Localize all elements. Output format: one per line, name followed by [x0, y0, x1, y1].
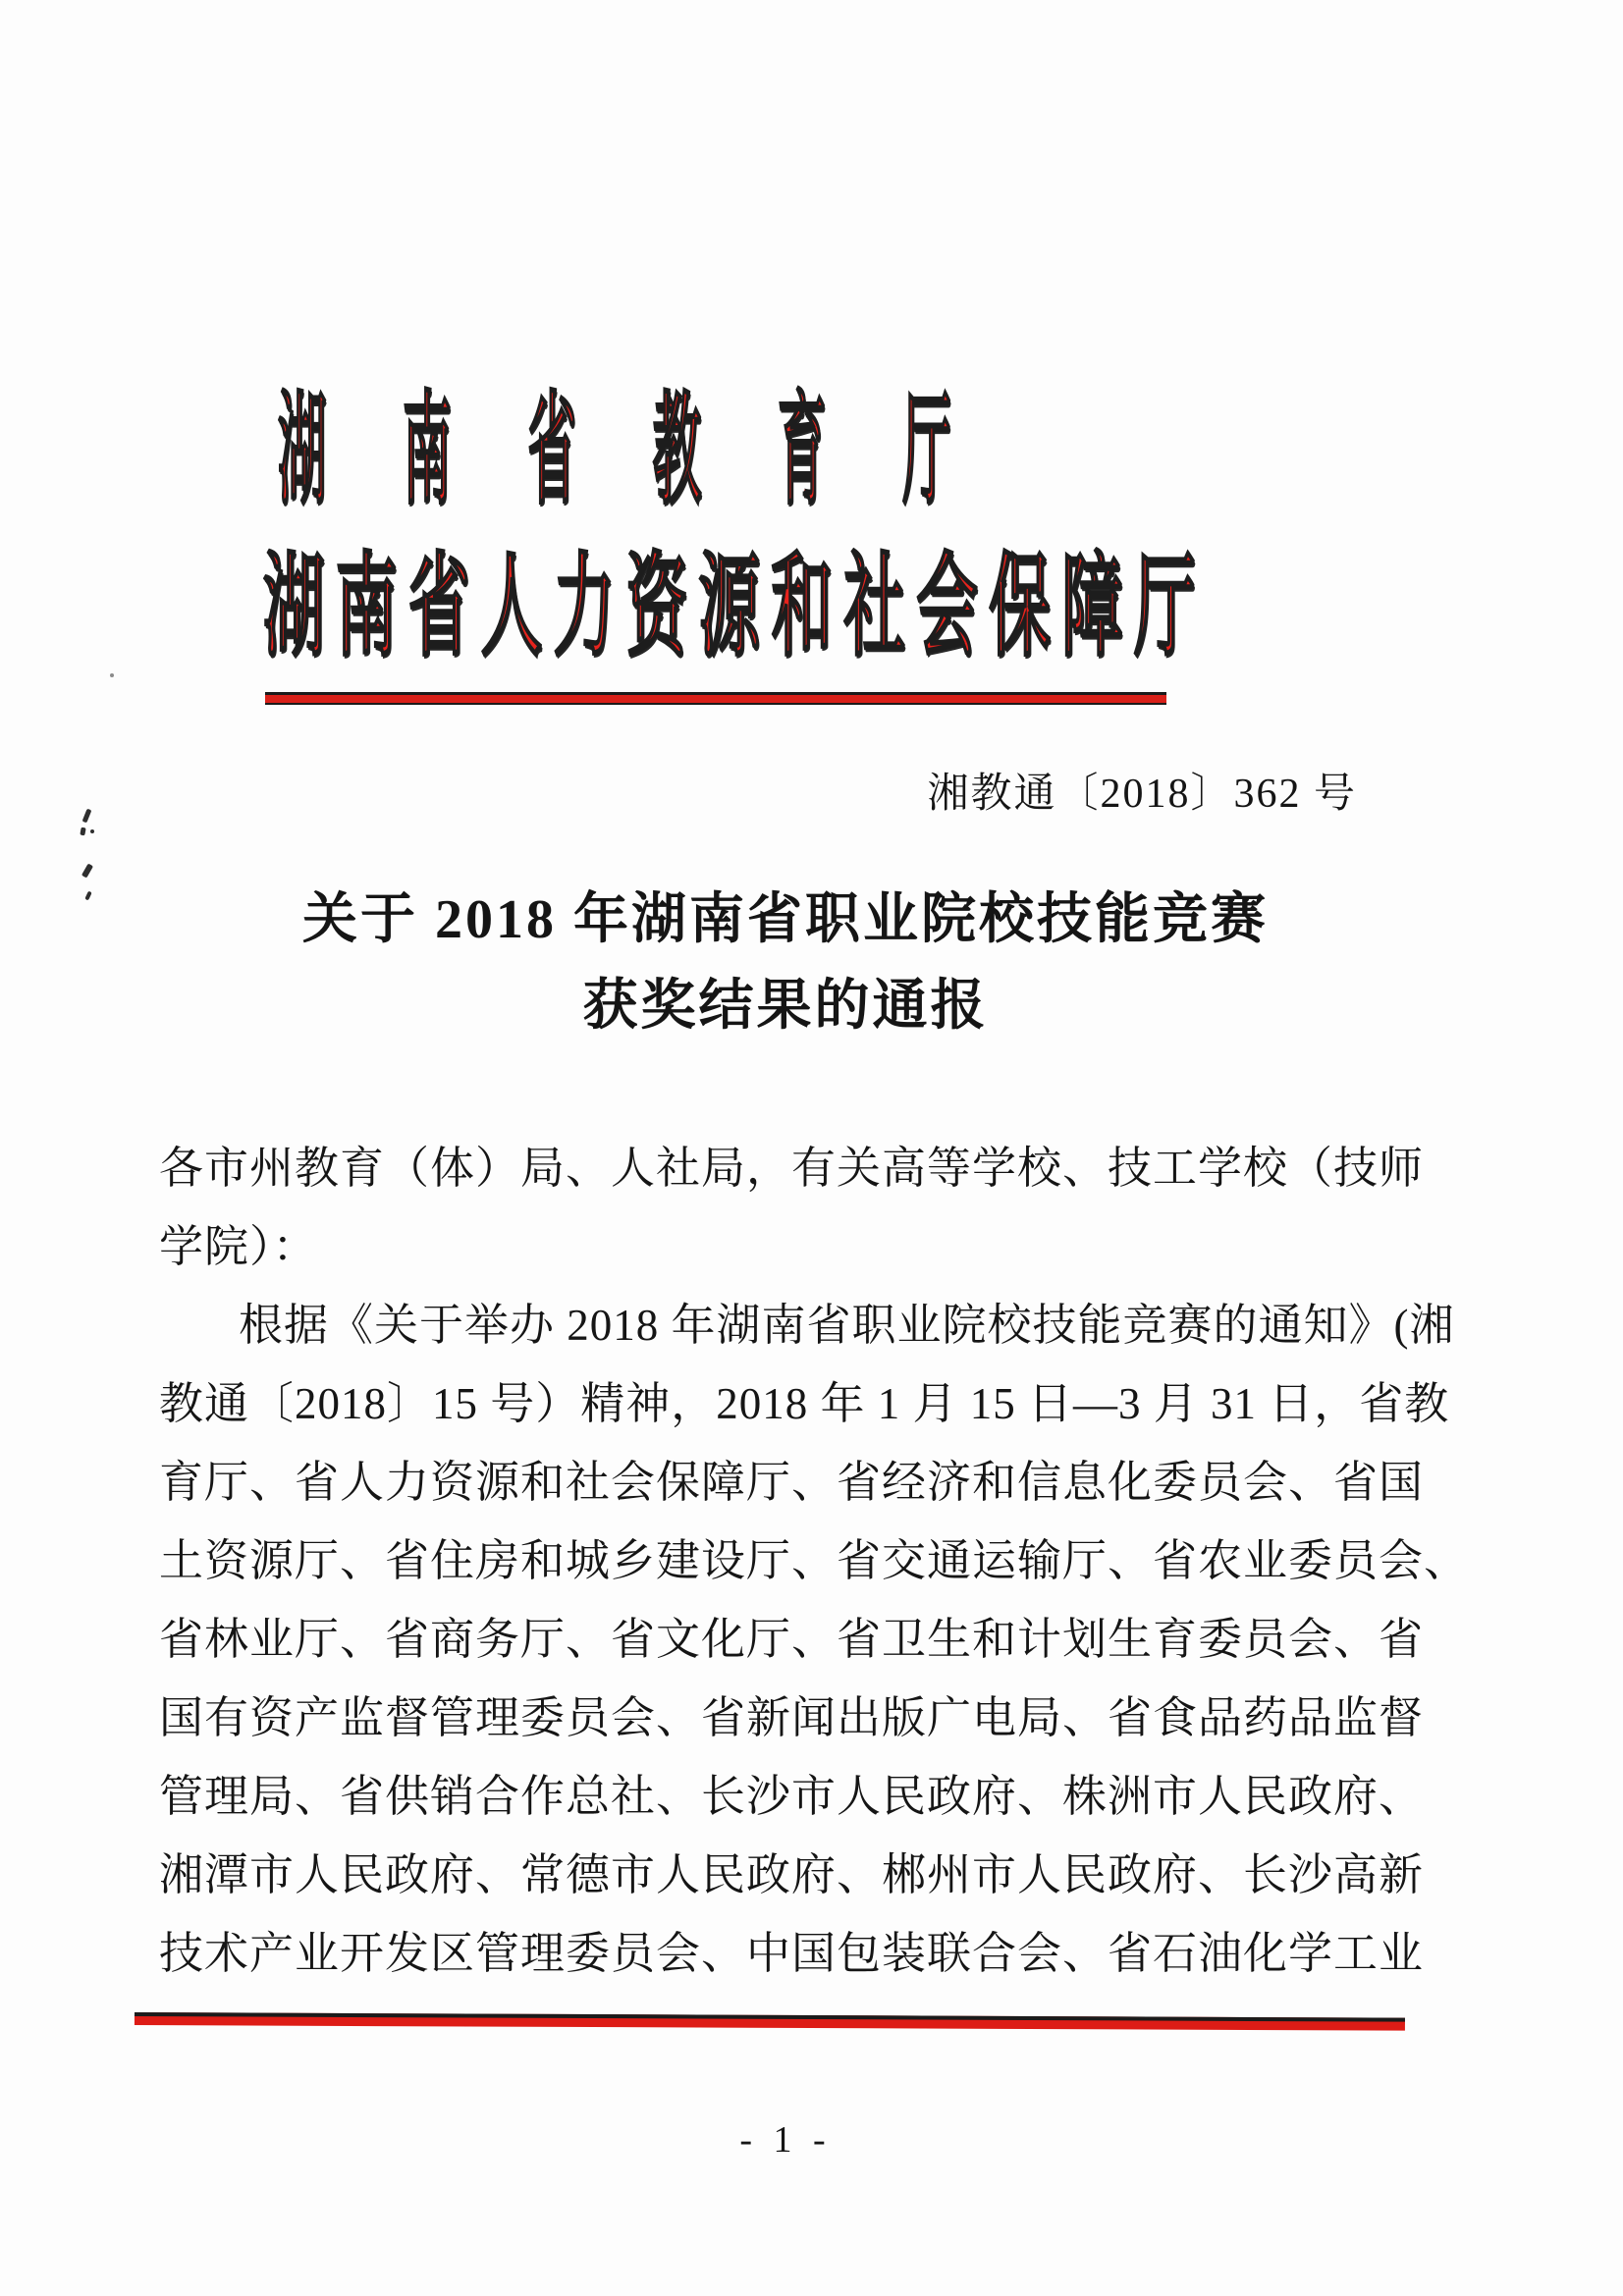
document-body	[159, 1129, 1470, 1993]
ink-speck	[84, 891, 91, 901]
ink-speck	[82, 809, 92, 824]
body-line: 省林业厅、省商务厅、省文化厅、省卫生和计划生育委员会、省	[159, 1615, 1425, 1664]
body-line: 管理局、省供销合作总社、长沙市人民政府、株洲市人民政府、	[159, 1772, 1425, 1821]
body-line: 湘潭市人民政府、常德市人民政府、郴州市人民政府、长沙高新	[159, 1850, 1425, 1899]
letterhead-agency-line1: 湖南省教育厅	[278, 383, 1028, 519]
body-line: 学院）：	[159, 1222, 318, 1271]
body-line: 根据《关于举办 2018 年湖南省职业院校技能竞赛的通知》(湘	[239, 1301, 1455, 1350]
footer-red-rule	[135, 2012, 1405, 2031]
document-title	[157, 877, 1414, 1049]
body-line: 各市州教育（体）局、人社局，有关高等学校、技工学校（技师	[159, 1144, 1425, 1193]
document-title-line2: 获奖结果的通报	[582, 976, 989, 1037]
page-number: - 1 -	[739, 2119, 832, 2161]
body-line: 土资源厅、省住房和城乡建设厅、省交通运输厅、省农业委员会、	[159, 1536, 1470, 1585]
document-number: 湘教通〔2018〕362 号	[927, 772, 1357, 817]
body-line: 教通〔2018〕15 号）精神，2018 年 1 月 15 日—3 月 31 日，省教	[159, 1379, 1450, 1428]
body-line: 国有资产监督管理委员会、省新闻出版广电局、省食品药品监督	[159, 1693, 1425, 1742]
ink-speck	[80, 828, 85, 836]
ink-speck	[90, 829, 94, 833]
document-title-line1: 关于 2018 年湖南省职业院校技能竞赛	[302, 889, 1269, 950]
letterhead-agency-line2: 湖南省人力资源和社会保障厅	[263, 545, 1207, 670]
letterhead-red-separator	[265, 692, 1166, 705]
body-line: 育厅、省人力资源和社会保障厅、省经济和信息化委员会、省国	[159, 1458, 1425, 1507]
ink-speck	[110, 673, 114, 677]
body-line: 技术产业开发区管理委员会、中国包装联合会、省石油化学工业	[159, 1929, 1425, 1978]
ink-speck	[81, 863, 93, 878]
